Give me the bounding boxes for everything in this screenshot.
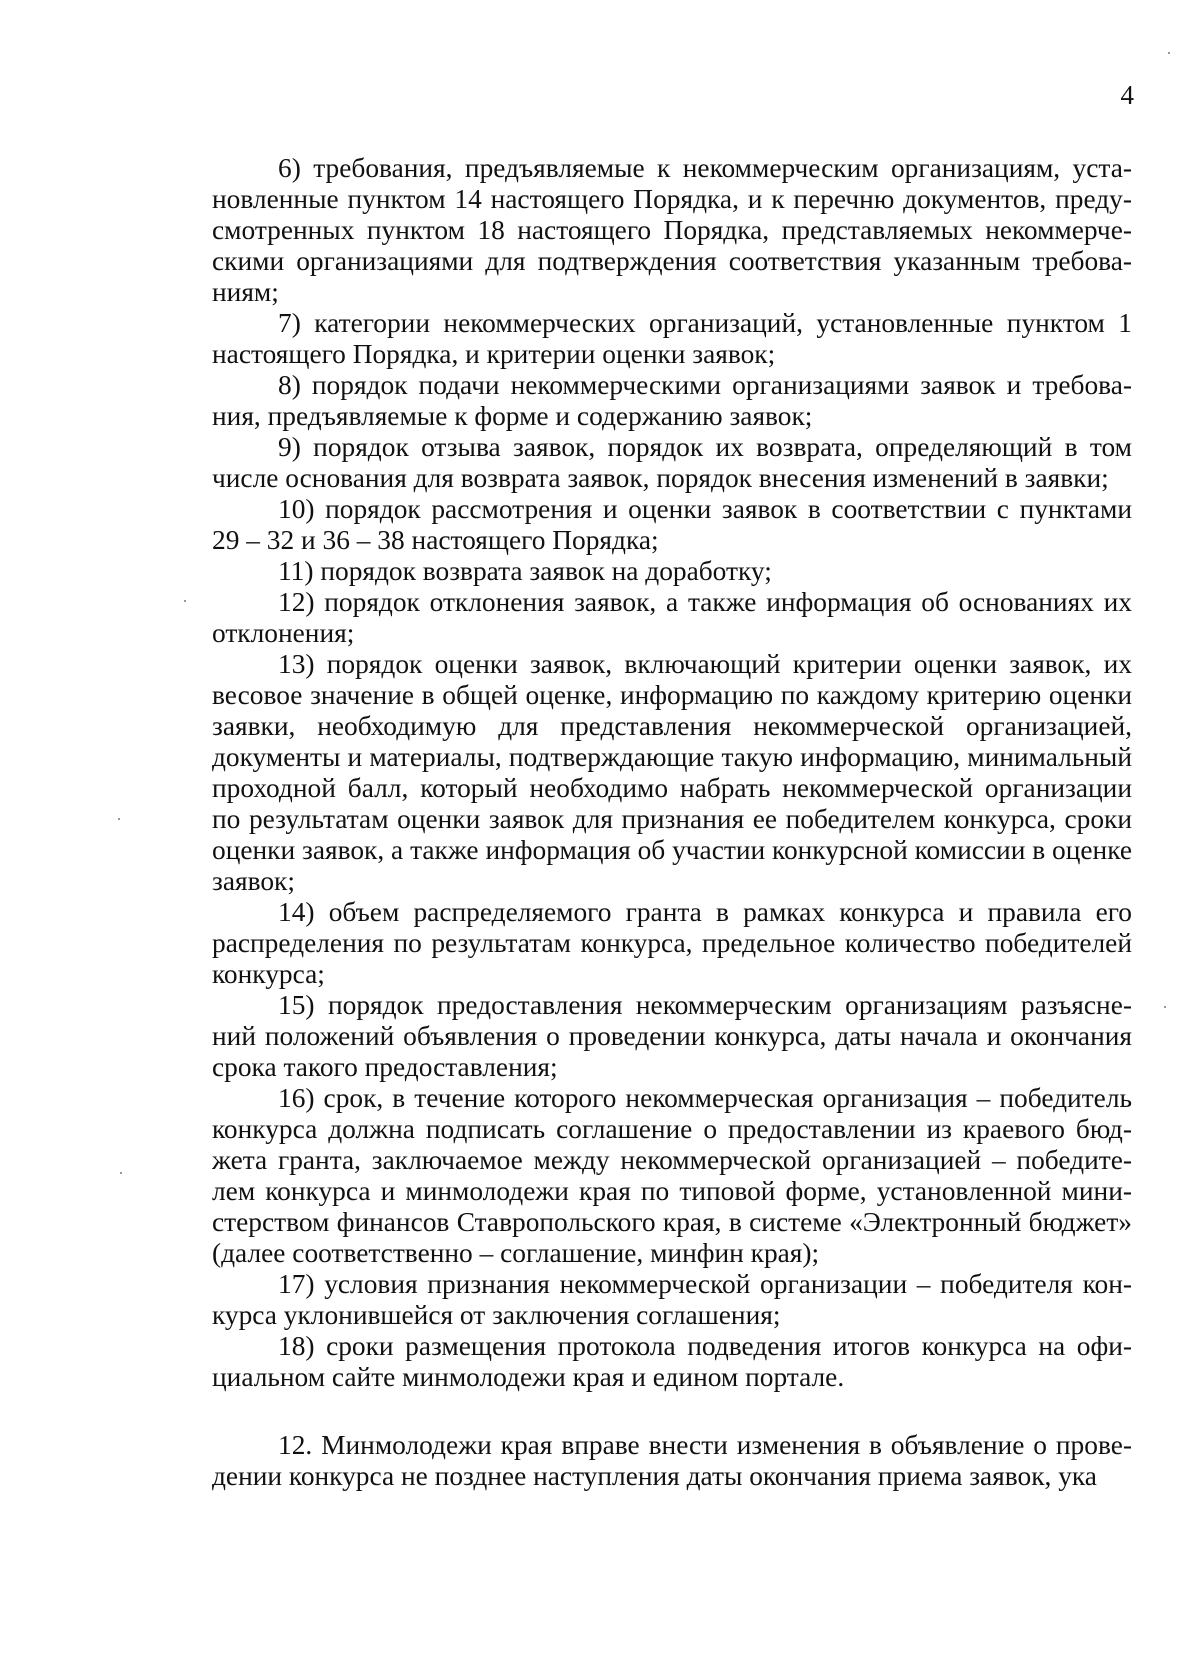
paragraph-item-14: 14) объем распределяемого гранта в рамках конкурса и правила его распределения по результатам конкурса, предельное количество победителей конкурса; <box>212 897 1132 989</box>
scan-speck <box>1168 52 1170 54</box>
paragraph-item-17: 17) условия признания некоммерческой организации – победителя конкурса уклонившейся от заключения соглашения; <box>212 1269 1132 1330</box>
page-number: 4 <box>1120 80 1134 110</box>
paragraph-item-15: 15) порядок предоставления некоммерческим организациям разъяснений положений объявления о проведении конкурса, даты начала и окончания срока такого предоставления; <box>212 990 1132 1082</box>
paragraph-item-16: 16) срок, в течение которого некоммерческая организация – победитель конкурса должна подписать соглашение о предоставлении из краевого бюджета гранта, заключаемое между некоммерческой организацией – победителем конкурса и минмолодежи края по типовой форме, установленной министерством финансов Ставропольского края, в системе «Электронный бюджет» (далее соответственно – соглашение, минфин края); <box>212 1083 1132 1268</box>
paragraph-section-12: 12. Минмолодежи края вправе внести изменения в объявление о проведении конкурса не позднее наступления даты окончания приема заявок, ука <box>212 1430 1132 1491</box>
paragraph-item-12: 12) порядок отклонения заявок, а также информация об основаниях их отклонения; <box>212 587 1132 648</box>
document-body <box>212 153 1132 1492</box>
paragraph-item-8: 8) порядок подачи некоммерческими организациями заявок и требования, предъявляемые к форме и содержанию заявок; <box>212 370 1132 431</box>
paragraph-item-13: 13) порядок оценки заявок, включающий критерии оценки заявок, их весовое значение в общей оценке, информацию по каждому критерию оценки заявки, необходимую для представления некоммерческой организацией, документы и материалы, подтверждающие такую информацию, минимальный проходной балл, который необходимо набрать некоммерческой организации по результатам оценки заявок для признания ее победителем конкурса, сроки оценки заявок, а также информация об участии конкурсной комиссии в оценке заявок; <box>212 649 1132 896</box>
paragraph-item-6: 6) требования, предъявляемые к некоммерческим организациям, установленные пунктом 14 настоящего Порядка, и к перечню документов, предусмотренных пунктом 18 настоящего Порядка, представляемых некоммерческими организациями для подтверждения соответствия указанным требованиям; <box>212 153 1132 307</box>
paragraph-item-10: 10) порядок рассмотрения и оценки заявок в соответствии с пунктами 29 – 32 и 36 – 38 настоящего Порядка; <box>212 494 1132 555</box>
paragraph-item-9: 9) порядок отзыва заявок, порядок их возврата, определяющий в том числе основания для возврата заявок, порядок внесения изменений в заявки; <box>212 432 1132 493</box>
scan-speck <box>120 1172 122 1174</box>
scan-speck <box>1164 1006 1166 1008</box>
scan-speck <box>184 600 186 602</box>
paragraph-item-7: 7) категории некоммерческих организаций, установленные пунктом 1 настоящего Порядка, и критерии оценки заявок; <box>212 308 1132 369</box>
paragraph-item-18: 18) сроки размещения протокола подведения итогов конкурса на официальном сайте минмолодежи края и едином портале. <box>212 1331 1132 1392</box>
paragraph-item-11: 11) порядок возврата заявок на доработку; <box>278 556 772 586</box>
scan-speck <box>118 818 120 820</box>
